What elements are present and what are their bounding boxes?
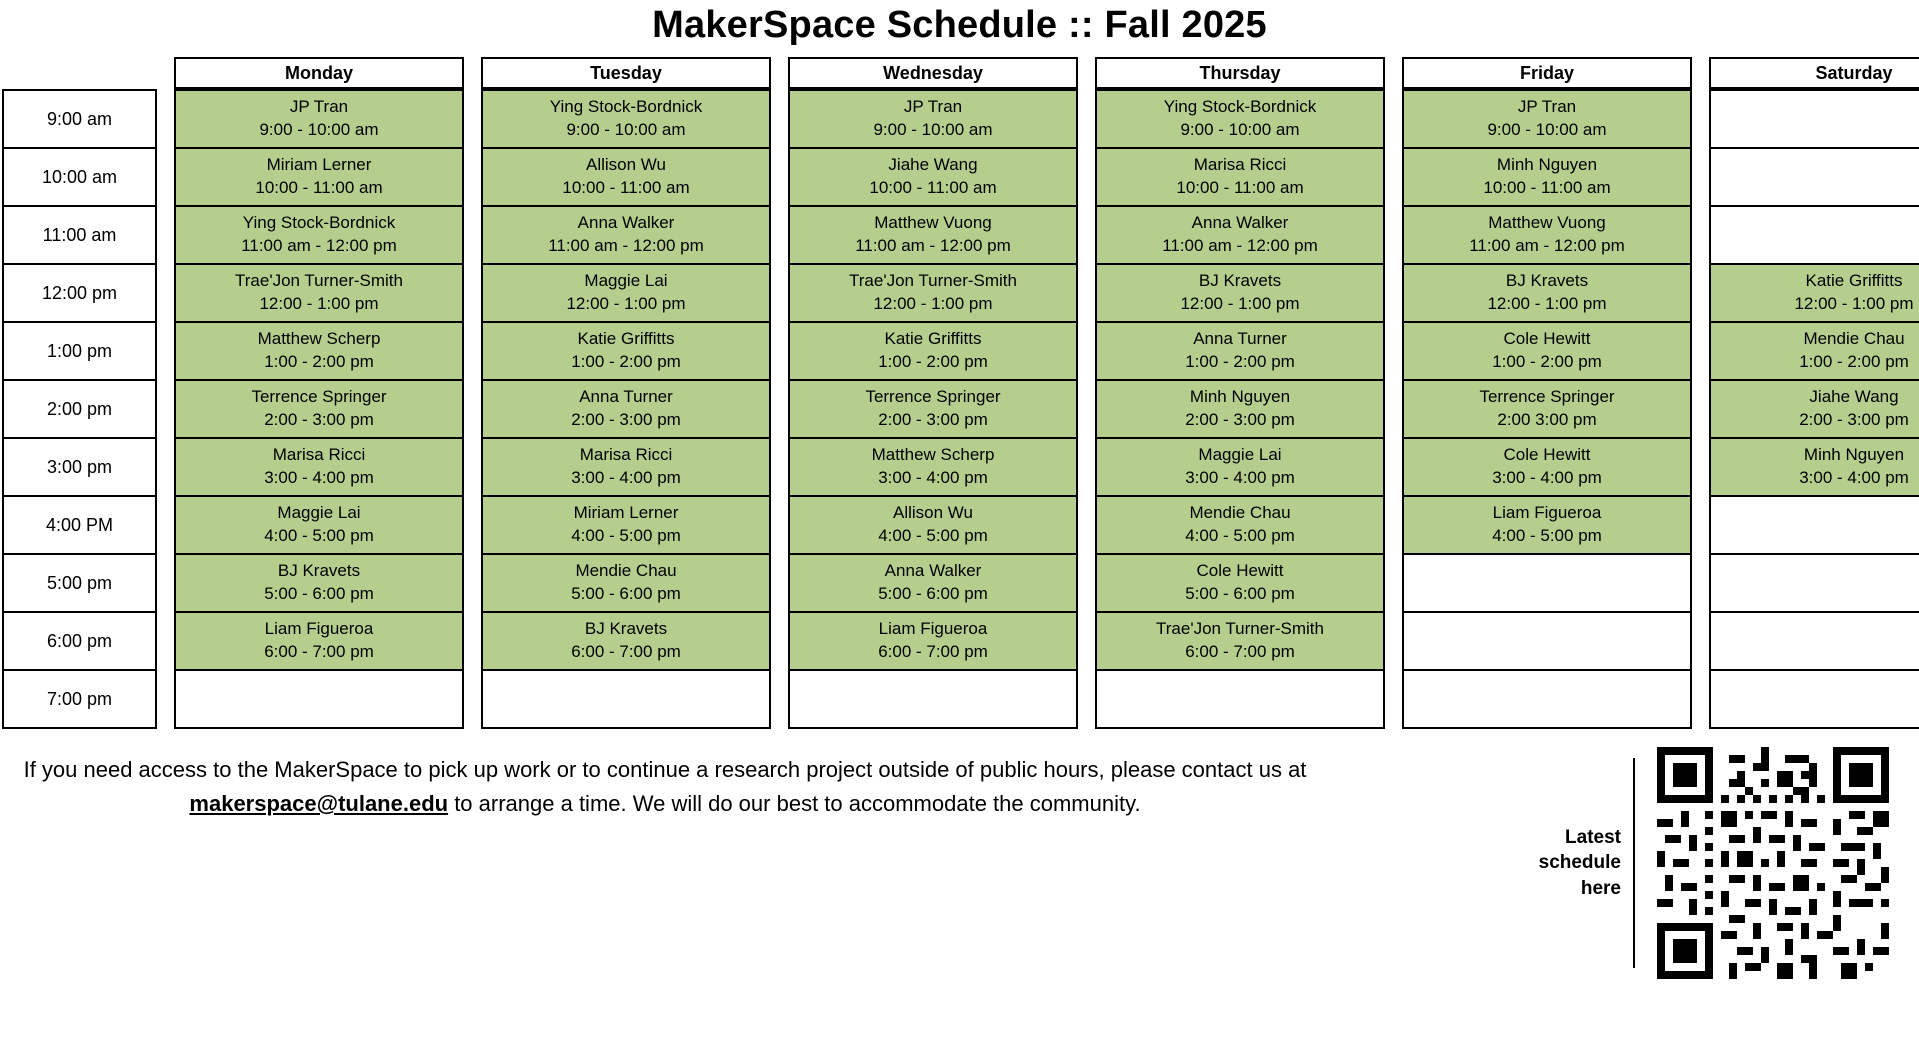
column-gap [464, 439, 481, 497]
schedule-slot[interactable] [174, 89, 464, 149]
slot-time: 10:00 - 11:00 am [255, 178, 383, 197]
schedule-slot[interactable] [1402, 497, 1692, 555]
slot-time: 3:00 - 4:00 pm [571, 468, 681, 487]
schedule-row [2, 265, 1919, 323]
header-gap [1692, 57, 1709, 89]
schedule-slot[interactable] [174, 149, 464, 207]
column-gap [157, 613, 174, 671]
slot-time: 1:00 - 2:00 pm [264, 352, 374, 371]
schedule-row [2, 555, 1919, 613]
header-corner [2, 57, 157, 89]
slot-name: Miriam Lerner [573, 503, 679, 523]
qr-divider [1633, 758, 1635, 968]
slot-time: 11:00 am - 12:00 pm [1162, 236, 1318, 255]
schedule-slot[interactable] [1402, 613, 1692, 671]
column-gap [1692, 265, 1709, 323]
column-gap [464, 207, 481, 265]
schedule-slot[interactable] [1402, 265, 1692, 323]
column-gap [1692, 613, 1709, 671]
slot-name: Allison Wu [586, 155, 666, 175]
slot-name: Mendie Chau [575, 561, 677, 581]
slot-time: 1:00 - 2:00 pm [1185, 352, 1295, 371]
qr-code-icon[interactable] [1657, 747, 1889, 979]
schedule-row [2, 497, 1919, 555]
schedule-slot[interactable] [481, 207, 771, 265]
column-gap [1385, 381, 1402, 439]
column-gap [1078, 671, 1095, 729]
time-label: 6:00 pm [2, 613, 157, 671]
time-label: 12:00 pm [2, 265, 157, 323]
column-gap [157, 439, 174, 497]
makerspace-email-link[interactable]: makerspace@tulane.edu [189, 791, 449, 817]
slot-time: 10:00 - 11:00 am [869, 178, 997, 197]
header-gap [1385, 57, 1402, 89]
slot-name: BJ Kravets [584, 619, 668, 639]
slot-name: Trae'Jon Turner-Smith [235, 271, 403, 291]
slot-time: 2:00 - 3:00 pm [264, 410, 374, 429]
schedule-slot[interactable] [1402, 323, 1692, 381]
schedule-row [2, 89, 1919, 149]
slot-time: 12:00 - 1:00 pm [566, 294, 686, 313]
schedule-row [2, 207, 1919, 265]
slot-name: Allison Wu [893, 503, 973, 523]
column-gap [1692, 497, 1709, 555]
column-gap [157, 671, 174, 729]
column-gap [157, 149, 174, 207]
schedule-slot[interactable] [1095, 265, 1385, 323]
schedule-slot[interactable] [481, 323, 771, 381]
column-gap [157, 381, 174, 439]
slot-name: Maggie Lai [1198, 445, 1282, 465]
slot-time: 10:00 - 11:00 am [1483, 178, 1611, 197]
slot-name: Jiahe Wang [888, 155, 978, 175]
slot-name: Matthew Scherp [871, 445, 995, 465]
slot-time: 3:00 - 4:00 pm [264, 468, 374, 487]
slot-name: Anna Turner [1193, 329, 1287, 349]
slot-name: Cole Hewitt [1196, 561, 1284, 581]
slot-time: 3:00 - 4:00 pm [1185, 468, 1295, 487]
column-gap [1692, 555, 1709, 613]
schedule-slot[interactable] [788, 149, 1078, 207]
column-gap [464, 89, 481, 149]
schedule-slot[interactable] [1095, 497, 1385, 555]
schedule-slot[interactable] [788, 613, 1078, 671]
column-gap [1078, 149, 1095, 207]
slot-time: 2:00 - 3:00 pm [571, 410, 681, 429]
column-gap [1385, 207, 1402, 265]
slot-time: 12:00 - 1:00 pm [1487, 294, 1607, 313]
column-gap [771, 265, 788, 323]
schedule-slot[interactable] [1402, 555, 1692, 613]
slot-time: 5:00 - 6:00 pm [1185, 584, 1295, 603]
column-gap [771, 671, 788, 729]
slot-name: Trae'Jon Turner-Smith [1156, 619, 1324, 639]
schedule-slot[interactable] [174, 497, 464, 555]
time-label: 9:00 am [2, 89, 157, 149]
qr-label: Latest schedule here [1538, 826, 1621, 899]
column-gap [771, 613, 788, 671]
slot-time: 11:00 am - 12:00 pm [241, 236, 397, 255]
day-header-wednesday: Wednesday [788, 57, 1078, 89]
slot-name: Maggie Lai [277, 503, 361, 523]
slot-name: Ying Stock-Bordnick [1163, 97, 1317, 117]
slot-time: 3:00 - 4:00 pm [878, 468, 988, 487]
slot-time: 3:00 - 4:00 pm [1799, 468, 1909, 487]
slot-name: Marisa Ricci [1193, 155, 1287, 175]
slot-time: 11:00 am - 12:00 pm [855, 236, 1011, 255]
header-gap [157, 57, 174, 89]
column-gap [1078, 89, 1095, 149]
slot-time: 4:00 - 5:00 pm [878, 526, 988, 545]
slot-name: Jiahe Wang [1809, 387, 1899, 407]
access-note-part1: If you need access to the MakerSpace to pick up work or to continue a research project outside of public hours, please contact us at [23, 757, 1307, 782]
column-gap [464, 149, 481, 207]
column-gap [1385, 671, 1402, 729]
day-header-thursday: Thursday [1095, 57, 1385, 89]
slot-name: Ying Stock-Bordnick [549, 97, 703, 117]
slot-name: Miriam Lerner [266, 155, 372, 175]
column-gap [771, 323, 788, 381]
column-gap [157, 207, 174, 265]
schedule-slot[interactable] [481, 149, 771, 207]
slot-time: 9:00 - 10:00 am [566, 120, 686, 139]
schedule-slot[interactable] [1709, 439, 1919, 497]
schedule-slot[interactable] [481, 613, 771, 671]
slot-time: 3:00 - 4:00 pm [1492, 468, 1602, 487]
slot-time: 5:00 - 6:00 pm [264, 584, 374, 603]
slot-time: 6:00 - 7:00 pm [571, 642, 681, 661]
slot-time: 9:00 - 10:00 am [1180, 120, 1300, 139]
slot-name: Matthew Scherp [257, 329, 381, 349]
column-gap [157, 265, 174, 323]
slot-time: 2:00 3:00 pm [1497, 410, 1597, 429]
slot-name: BJ Kravets [277, 561, 361, 581]
schedule-slot[interactable] [788, 89, 1078, 149]
column-gap [464, 555, 481, 613]
access-note [0, 753, 1330, 821]
column-gap [1692, 89, 1709, 149]
column-gap [1078, 323, 1095, 381]
slot-time: 2:00 - 3:00 pm [878, 410, 988, 429]
schedule-slot[interactable] [481, 671, 771, 729]
day-header-friday: Friday [1402, 57, 1692, 89]
schedule-slot[interactable] [1095, 381, 1385, 439]
schedule-slot[interactable] [174, 555, 464, 613]
day-header-tuesday: Tuesday [481, 57, 771, 89]
schedule-slot[interactable] [1095, 671, 1385, 729]
time-label: 5:00 pm [2, 555, 157, 613]
column-gap [464, 497, 481, 555]
schedule-slot[interactable] [1709, 671, 1919, 729]
schedule-slot[interactable] [174, 323, 464, 381]
schedule-slot[interactable] [1709, 381, 1919, 439]
slot-time: 12:00 - 1:00 pm [259, 294, 379, 313]
slot-name: Katie Griffitts [884, 329, 982, 349]
schedule-slot[interactable] [1709, 149, 1919, 207]
schedule-slot[interactable] [481, 89, 771, 149]
column-gap [1385, 149, 1402, 207]
slot-name: Cole Hewitt [1503, 445, 1591, 465]
slot-name: Anna Walker [577, 213, 675, 233]
header-gap [464, 57, 481, 89]
column-gap [1078, 439, 1095, 497]
slot-name: Cole Hewitt [1503, 329, 1591, 349]
slot-name: Terrence Springer [1479, 387, 1615, 407]
schedule-slot[interactable] [1095, 555, 1385, 613]
footer [0, 747, 1919, 977]
day-header-monday: Monday [174, 57, 464, 89]
column-gap [1385, 613, 1402, 671]
schedule-header-row [2, 57, 1919, 89]
time-label: 11:00 am [2, 207, 157, 265]
schedule-slot[interactable] [174, 439, 464, 497]
column-gap [1692, 439, 1709, 497]
column-gap [771, 89, 788, 149]
schedule-slot[interactable] [481, 265, 771, 323]
time-label: 10:00 am [2, 149, 157, 207]
schedule-slot[interactable] [1402, 207, 1692, 265]
slot-name: BJ Kravets [1505, 271, 1589, 291]
slot-time: 10:00 - 11:00 am [562, 178, 690, 197]
qr-block [1511, 747, 1889, 979]
column-gap [771, 149, 788, 207]
schedule-slot[interactable] [481, 555, 771, 613]
slot-time: 9:00 - 10:00 am [873, 120, 993, 139]
schedule-slot[interactable] [1709, 555, 1919, 613]
column-gap [157, 555, 174, 613]
slot-name: Katie Griffitts [577, 329, 675, 349]
column-gap [1692, 381, 1709, 439]
schedule-slot[interactable] [788, 497, 1078, 555]
schedule-slot[interactable] [481, 497, 771, 555]
schedule-slot[interactable] [788, 323, 1078, 381]
schedule-slot[interactable] [1095, 439, 1385, 497]
slot-name: Minh Nguyen [1803, 445, 1905, 465]
slot-name: Minh Nguyen [1496, 155, 1598, 175]
slot-name: JP Tran [1517, 97, 1577, 117]
slot-time: 11:00 am - 12:00 pm [1469, 236, 1625, 255]
schedule-slot[interactable] [1709, 323, 1919, 381]
slot-time: 12:00 - 1:00 pm [1180, 294, 1300, 313]
time-label: 3:00 pm [2, 439, 157, 497]
column-gap [464, 671, 481, 729]
column-gap [1692, 323, 1709, 381]
slot-time: 12:00 - 1:00 pm [1794, 294, 1914, 313]
slot-time: 4:00 - 5:00 pm [264, 526, 374, 545]
schedule-slot[interactable] [1709, 265, 1919, 323]
column-gap [1078, 207, 1095, 265]
slot-time: 4:00 - 5:00 pm [1185, 526, 1295, 545]
slot-time: 1:00 - 2:00 pm [1492, 352, 1602, 371]
schedule-slot[interactable] [1402, 381, 1692, 439]
column-gap [157, 89, 174, 149]
schedule-slot[interactable] [1402, 671, 1692, 729]
slot-time: 2:00 - 3:00 pm [1185, 410, 1295, 429]
column-gap [1385, 265, 1402, 323]
column-gap [771, 497, 788, 555]
slot-name: Ying Stock-Bordnick [242, 213, 396, 233]
slot-time: 4:00 - 5:00 pm [1492, 526, 1602, 545]
column-gap [464, 613, 481, 671]
slot-name: JP Tran [289, 97, 349, 117]
slot-time: 6:00 - 7:00 pm [264, 642, 374, 661]
schedule-slot[interactable] [1095, 149, 1385, 207]
schedule-slot[interactable] [174, 671, 464, 729]
slot-name: Mendie Chau [1803, 329, 1905, 349]
slot-name: Matthew Vuong [1488, 213, 1606, 233]
column-gap [771, 381, 788, 439]
column-gap [464, 265, 481, 323]
schedule-slot[interactable] [481, 381, 771, 439]
slot-name: Liam Figueroa [264, 619, 374, 639]
schedule-slot[interactable] [788, 207, 1078, 265]
schedule-slot[interactable] [174, 613, 464, 671]
column-gap [157, 323, 174, 381]
schedule-slot[interactable] [481, 439, 771, 497]
slot-time: 10:00 - 11:00 am [1176, 178, 1304, 197]
schedule-slot[interactable] [1095, 323, 1385, 381]
column-gap [771, 555, 788, 613]
slot-time: 9:00 - 10:00 am [259, 120, 379, 139]
column-gap [464, 323, 481, 381]
column-gap [1078, 265, 1095, 323]
slot-name: Liam Figueroa [1492, 503, 1602, 523]
slot-time: 2:00 - 3:00 pm [1799, 410, 1909, 429]
slot-name: Anna Walker [1191, 213, 1289, 233]
schedule-slot[interactable] [1709, 89, 1919, 149]
slot-name: Katie Griffitts [1805, 271, 1903, 291]
schedule-row [2, 381, 1919, 439]
slot-name: Matthew Vuong [874, 213, 992, 233]
schedule-slot[interactable] [1095, 613, 1385, 671]
column-gap [1078, 497, 1095, 555]
time-label: 7:00 pm [2, 671, 157, 729]
time-label: 2:00 pm [2, 381, 157, 439]
schedule-row [2, 439, 1919, 497]
schedule-slot[interactable] [1402, 89, 1692, 149]
slot-time: 5:00 - 6:00 pm [571, 584, 681, 603]
schedule-slot[interactable] [174, 381, 464, 439]
slot-name: Terrence Springer [865, 387, 1001, 407]
header-gap [771, 57, 788, 89]
column-gap [771, 207, 788, 265]
slot-time: 5:00 - 6:00 pm [878, 584, 988, 603]
column-gap [1385, 439, 1402, 497]
column-gap [1078, 613, 1095, 671]
column-gap [1692, 671, 1709, 729]
schedule-slot[interactable] [1709, 497, 1919, 555]
time-label: 4:00 PM [2, 497, 157, 555]
slot-time: 4:00 - 5:00 pm [571, 526, 681, 545]
slot-name: Minh Nguyen [1189, 387, 1291, 407]
slot-name: Terrence Springer [251, 387, 387, 407]
page-title: MakerSpace Schedule :: Fall 2025 [652, 4, 1267, 46]
schedule-slot[interactable] [1095, 89, 1385, 149]
access-note-part2: to arrange a time. We will do our best to accommodate the community. [448, 791, 1141, 817]
slot-name: Maggie Lai [584, 271, 668, 291]
column-gap [157, 497, 174, 555]
schedule-slot[interactable] [788, 671, 1078, 729]
slot-name: Anna Walker [884, 561, 982, 581]
schedule-slot[interactable] [174, 207, 464, 265]
slot-time: 12:00 - 1:00 pm [873, 294, 993, 313]
schedule-body [2, 89, 1919, 729]
column-gap [1385, 555, 1402, 613]
schedule-slot[interactable] [1402, 149, 1692, 207]
schedule-table [2, 57, 1919, 729]
slot-time: 1:00 - 2:00 pm [1799, 352, 1909, 371]
day-header-saturday: Saturday [1709, 57, 1919, 89]
slot-name: BJ Kravets [1198, 271, 1282, 291]
column-gap [1078, 555, 1095, 613]
slot-time: 6:00 - 7:00 pm [878, 642, 988, 661]
slot-time: 9:00 - 10:00 am [1487, 120, 1607, 139]
schedule-slot[interactable] [788, 439, 1078, 497]
schedule-slot[interactable] [1709, 207, 1919, 265]
slot-name: Mendie Chau [1189, 503, 1291, 523]
column-gap [464, 381, 481, 439]
schedule-slot[interactable] [1095, 207, 1385, 265]
slot-name: Trae'Jon Turner-Smith [849, 271, 1017, 291]
schedule-slot[interactable] [174, 265, 464, 323]
slot-time: 6:00 - 7:00 pm [1185, 642, 1295, 661]
schedule-slot[interactable] [788, 381, 1078, 439]
schedule-slot[interactable] [788, 265, 1078, 323]
schedule-row [2, 323, 1919, 381]
column-gap [1692, 207, 1709, 265]
column-gap [1692, 149, 1709, 207]
slot-name: Liam Figueroa [878, 619, 988, 639]
slot-time: 1:00 - 2:00 pm [878, 352, 988, 371]
schedule-slot[interactable] [788, 555, 1078, 613]
slot-name: Marisa Ricci [272, 445, 366, 465]
column-gap [771, 439, 788, 497]
schedule-row [2, 149, 1919, 207]
column-gap [1385, 89, 1402, 149]
schedule-slot[interactable] [1709, 613, 1919, 671]
schedule-row [2, 613, 1919, 671]
slot-time: 1:00 - 2:00 pm [571, 352, 681, 371]
slot-name: JP Tran [903, 97, 963, 117]
slot-name: Anna Turner [579, 387, 673, 407]
schedule-row [2, 671, 1919, 729]
time-label: 1:00 pm [2, 323, 157, 381]
schedule-slot[interactable] [1402, 439, 1692, 497]
column-gap [1078, 381, 1095, 439]
slot-time: 11:00 am - 12:00 pm [548, 236, 704, 255]
column-gap [1385, 323, 1402, 381]
slot-name: Marisa Ricci [579, 445, 673, 465]
schedule-grid-wrapper [0, 57, 1919, 729]
column-gap [1385, 497, 1402, 555]
header-gap [1078, 57, 1095, 89]
